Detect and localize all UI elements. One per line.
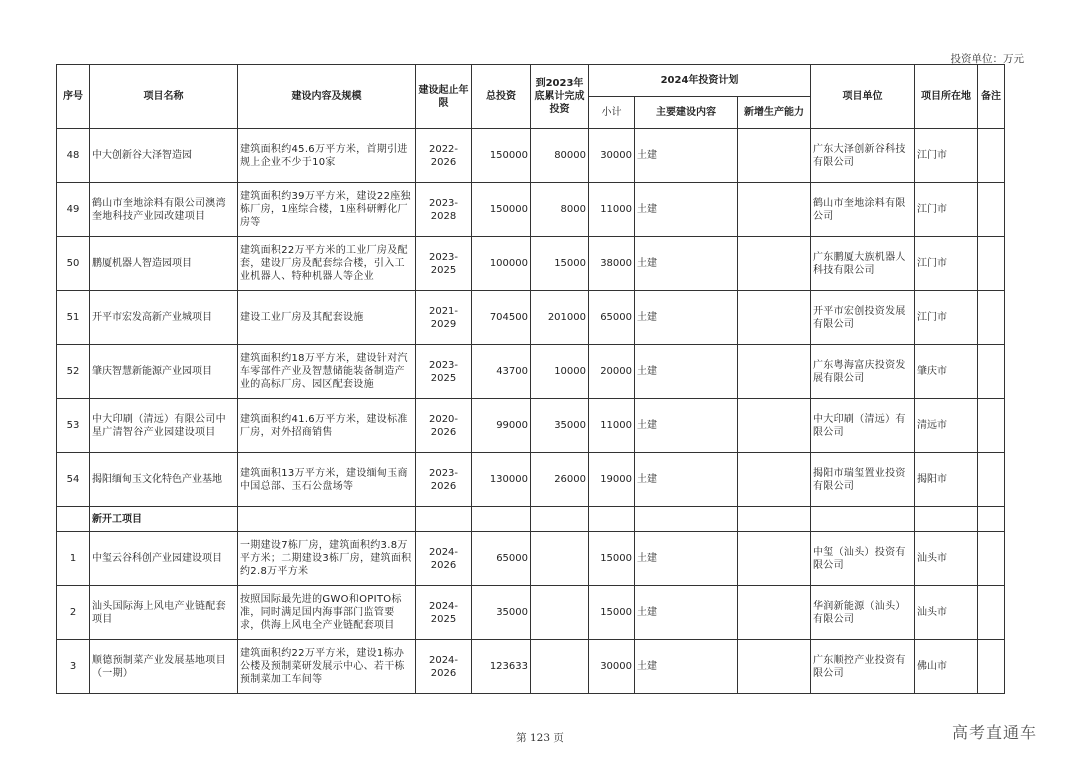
table-row — [57, 345, 1005, 399]
header-project-unit: 项目单位 — [811, 65, 915, 129]
cell-completed: 80000 — [531, 129, 589, 183]
cell-content: 建筑面积约18万平方米，建设针对汽车零部件产业及智慧储能装备制造产业的高标厂房、园区配套设施 — [238, 345, 416, 399]
cell-content: 一期建设7栋厂房，建筑面积约3.8万平方米；二期建设3栋厂房，建筑面积约2.8万平方米 — [238, 532, 416, 586]
cell-unit: 中大印刷（清远）有限公司 — [811, 399, 915, 453]
cell-period: 2023-2025 — [416, 345, 472, 399]
cell-subtotal: 38000 — [589, 237, 635, 291]
cell-location — [915, 507, 978, 532]
cell-main-content: 土建 — [635, 399, 738, 453]
cell-total: 35000 — [472, 586, 531, 640]
cell-main-content: 土建 — [635, 532, 738, 586]
cell-main-content: 土建 — [635, 183, 738, 237]
cell-capacity — [738, 640, 811, 694]
cell-total: 704500 — [472, 291, 531, 345]
page-number: 第 123 页 — [516, 732, 564, 744]
cell-total: 100000 — [472, 237, 531, 291]
cell-unit: 华润新能源（汕头）有限公司 — [811, 586, 915, 640]
cell-completed — [531, 586, 589, 640]
cell-period: 2024-2026 — [416, 532, 472, 586]
cell-location: 肇庆市 — [915, 345, 978, 399]
cell-period: 2023-2025 — [416, 237, 472, 291]
cell-main-content: 土建 — [635, 129, 738, 183]
cell-subtotal — [589, 507, 635, 532]
cell-subtotal: 15000 — [589, 532, 635, 586]
cell-seq: 50 — [57, 237, 90, 291]
cell-project-name: 揭阳缅甸玉文化特色产业基地 — [90, 453, 238, 507]
cell-total: 130000 — [472, 453, 531, 507]
cell-subtotal: 11000 — [589, 183, 635, 237]
cell-project-name: 中大创新谷大泽智造园 — [90, 129, 238, 183]
cell-completed — [531, 507, 589, 532]
cell-unit: 中玺（汕头）投资有限公司 — [811, 532, 915, 586]
cell-seq — [57, 507, 90, 532]
cell-capacity — [738, 183, 811, 237]
cell-capacity — [738, 129, 811, 183]
cell-completed: 26000 — [531, 453, 589, 507]
table-row — [57, 640, 1005, 694]
cell-remarks — [978, 129, 1005, 183]
cell-project-name: 中玺云谷科创产业园建设项目 — [90, 532, 238, 586]
cell-period: 2020-2026 — [416, 399, 472, 453]
header-seq: 序号 — [57, 65, 90, 129]
header-completed-investment: 到2023年底累计完成投资 — [531, 65, 589, 129]
cell-period: 2024-2025 — [416, 586, 472, 640]
cell-project-name: 开平市宏发高新产业城项目 — [90, 291, 238, 345]
cell-remarks — [978, 532, 1005, 586]
cell-remarks — [978, 640, 1005, 694]
cell-capacity — [738, 399, 811, 453]
cell-period: 2023-2028 — [416, 183, 472, 237]
cell-completed: 8000 — [531, 183, 589, 237]
cell-subtotal: 15000 — [589, 586, 635, 640]
cell-project-name: 汕头国际海上风电产业链配套项目 — [90, 586, 238, 640]
cell-total: 150000 — [472, 183, 531, 237]
cell-remarks — [978, 237, 1005, 291]
cell-subtotal: 11000 — [589, 399, 635, 453]
cell-total: 123633 — [472, 640, 531, 694]
cell-content: 建筑面积13万平方米，建设缅甸玉商中国总部、玉石公盘场等 — [238, 453, 416, 507]
cell-completed: 15000 — [531, 237, 589, 291]
cell-capacity — [738, 345, 811, 399]
section-title: 新开工项目 — [90, 507, 238, 532]
header-period: 建设起止年限 — [416, 65, 472, 129]
cell-project-name: 中大印刷（清远）有限公司中星广清智谷产业园建设项目 — [90, 399, 238, 453]
cell-location: 汕头市 — [915, 532, 978, 586]
cell-content: 建筑面积约39万平方米，建设22座独栋厂房，1座综合楼，1座科研孵化厂房等 — [238, 183, 416, 237]
table-row — [57, 453, 1005, 507]
cell-location: 汕头市 — [915, 586, 978, 640]
cell-unit: 鹤山市奎地涂料有限公司 — [811, 183, 915, 237]
cell-remarks — [978, 507, 1005, 532]
table-header-row — [57, 65, 1005, 97]
cell-subtotal: 30000 — [589, 129, 635, 183]
cell-total: 43700 — [472, 345, 531, 399]
cell-unit: 广东鹏厦大族机器人科技有限公司 — [811, 237, 915, 291]
cell-seq: 52 — [57, 345, 90, 399]
cell-period: 2022-2026 — [416, 129, 472, 183]
header-remarks: 备注 — [978, 65, 1005, 129]
cell-location: 佛山市 — [915, 640, 978, 694]
cell-period: 2024-2026 — [416, 640, 472, 694]
cell-unit: 开平市宏创投资发展有限公司 — [811, 291, 915, 345]
cell-main-content: 土建 — [635, 640, 738, 694]
cell-total — [472, 507, 531, 532]
watermark: 高考直通车 — [952, 723, 1038, 742]
cell-content: 建筑面积约41.6万平方米，建设标准厂房，对外招商销售 — [238, 399, 416, 453]
header-content-scale: 建设内容及规模 — [238, 65, 416, 129]
cell-project-name: 鹏厦机器人智造园项目 — [90, 237, 238, 291]
table-row — [57, 586, 1005, 640]
header-total-investment: 总投资 — [472, 65, 531, 129]
table-row — [57, 183, 1005, 237]
header-main-content: 主要建设内容 — [635, 97, 738, 129]
cell-unit: 广东粤海富庆投资发展有限公司 — [811, 345, 915, 399]
cell-period: 2021-2029 — [416, 291, 472, 345]
cell-total: 150000 — [472, 129, 531, 183]
cell-content — [238, 507, 416, 532]
cell-content: 按照国际最先进的GWO和OPITO标准，同时满足国内海事部门监管要求，供海上风电全产业链配套项目 — [238, 586, 416, 640]
cell-remarks — [978, 586, 1005, 640]
table-row — [57, 532, 1005, 586]
header-subtotal: 小计 — [589, 97, 635, 129]
cell-main-content: 土建 — [635, 345, 738, 399]
cell-unit: 广东大泽创新谷科技有限公司 — [811, 129, 915, 183]
cell-completed — [531, 640, 589, 694]
cell-remarks — [978, 183, 1005, 237]
cell-completed: 201000 — [531, 291, 589, 345]
cell-unit — [811, 507, 915, 532]
cell-remarks — [978, 291, 1005, 345]
cell-content: 建筑面积22万平方米的工业厂房及配套，建设厂房及配套综合楼，引入工业机器人、特种机器人等企业 — [238, 237, 416, 291]
cell-unit: 广东顺控产业投资有限公司 — [811, 640, 915, 694]
cell-remarks — [978, 453, 1005, 507]
cell-capacity — [738, 237, 811, 291]
cell-location: 江门市 — [915, 237, 978, 291]
cell-capacity — [738, 586, 811, 640]
cell-main-content: 土建 — [635, 453, 738, 507]
cell-total: 65000 — [472, 532, 531, 586]
cell-location: 江门市 — [915, 291, 978, 345]
cell-subtotal: 30000 — [589, 640, 635, 694]
cell-main-content: 土建 — [635, 586, 738, 640]
cell-seq: 1 — [57, 532, 90, 586]
cell-seq: 3 — [57, 640, 90, 694]
table-row — [57, 129, 1005, 183]
cell-capacity — [738, 291, 811, 345]
cell-completed — [531, 532, 589, 586]
cell-seq: 48 — [57, 129, 90, 183]
cell-total: 99000 — [472, 399, 531, 453]
header-project-name: 项目名称 — [90, 65, 238, 129]
cell-capacity — [738, 507, 811, 532]
table-row — [57, 237, 1005, 291]
cell-seq: 2 — [57, 586, 90, 640]
cell-remarks — [978, 399, 1005, 453]
cell-location: 清远市 — [915, 399, 978, 453]
cell-main-content: 土建 — [635, 237, 738, 291]
cell-capacity — [738, 532, 811, 586]
cell-remarks — [978, 345, 1005, 399]
cell-seq: 53 — [57, 399, 90, 453]
cell-location: 揭阳市 — [915, 453, 978, 507]
cell-subtotal: 19000 — [589, 453, 635, 507]
header-new-capacity: 新增生产能力 — [738, 97, 811, 129]
cell-seq: 51 — [57, 291, 90, 345]
cell-subtotal: 20000 — [589, 345, 635, 399]
cell-subtotal: 65000 — [589, 291, 635, 345]
cell-content: 建筑面积约22万平方米，建设1栋办公楼及预制菜研发展示中心、若干栋预制菜加工车间等 — [238, 640, 416, 694]
cell-main-content: 土建 — [635, 291, 738, 345]
table-row — [57, 399, 1005, 453]
cell-completed: 10000 — [531, 345, 589, 399]
cell-capacity — [738, 453, 811, 507]
cell-period — [416, 507, 472, 532]
cell-project-name: 顺德预制菜产业发展基地项目（一期） — [90, 640, 238, 694]
cell-seq: 49 — [57, 183, 90, 237]
cell-project-name: 鹤山市奎地涂料有限公司澳湾奎地科技产业园改建项目 — [90, 183, 238, 237]
section-row — [57, 507, 1005, 532]
header-location: 项目所在地 — [915, 65, 978, 129]
cell-location: 江门市 — [915, 183, 978, 237]
cell-unit: 揭阳市瑞玺置业投资有限公司 — [811, 453, 915, 507]
cell-completed: 35000 — [531, 399, 589, 453]
cell-project-name: 肇庆智慧新能源产业园项目 — [90, 345, 238, 399]
investment-unit-note: 投资单位：万元 — [950, 53, 1024, 65]
table-row — [57, 291, 1005, 345]
cell-content: 建设工业厂房及其配套设施 — [238, 291, 416, 345]
cell-location: 江门市 — [915, 129, 978, 183]
cell-seq: 54 — [57, 453, 90, 507]
cell-main-content — [635, 507, 738, 532]
cell-period: 2023-2026 — [416, 453, 472, 507]
investment-plan-table — [56, 64, 1005, 694]
header-plan-2024: 2024年投资计划 — [589, 65, 811, 97]
cell-content: 建筑面积约45.6万平方米，首期引进规上企业不少于10家 — [238, 129, 416, 183]
